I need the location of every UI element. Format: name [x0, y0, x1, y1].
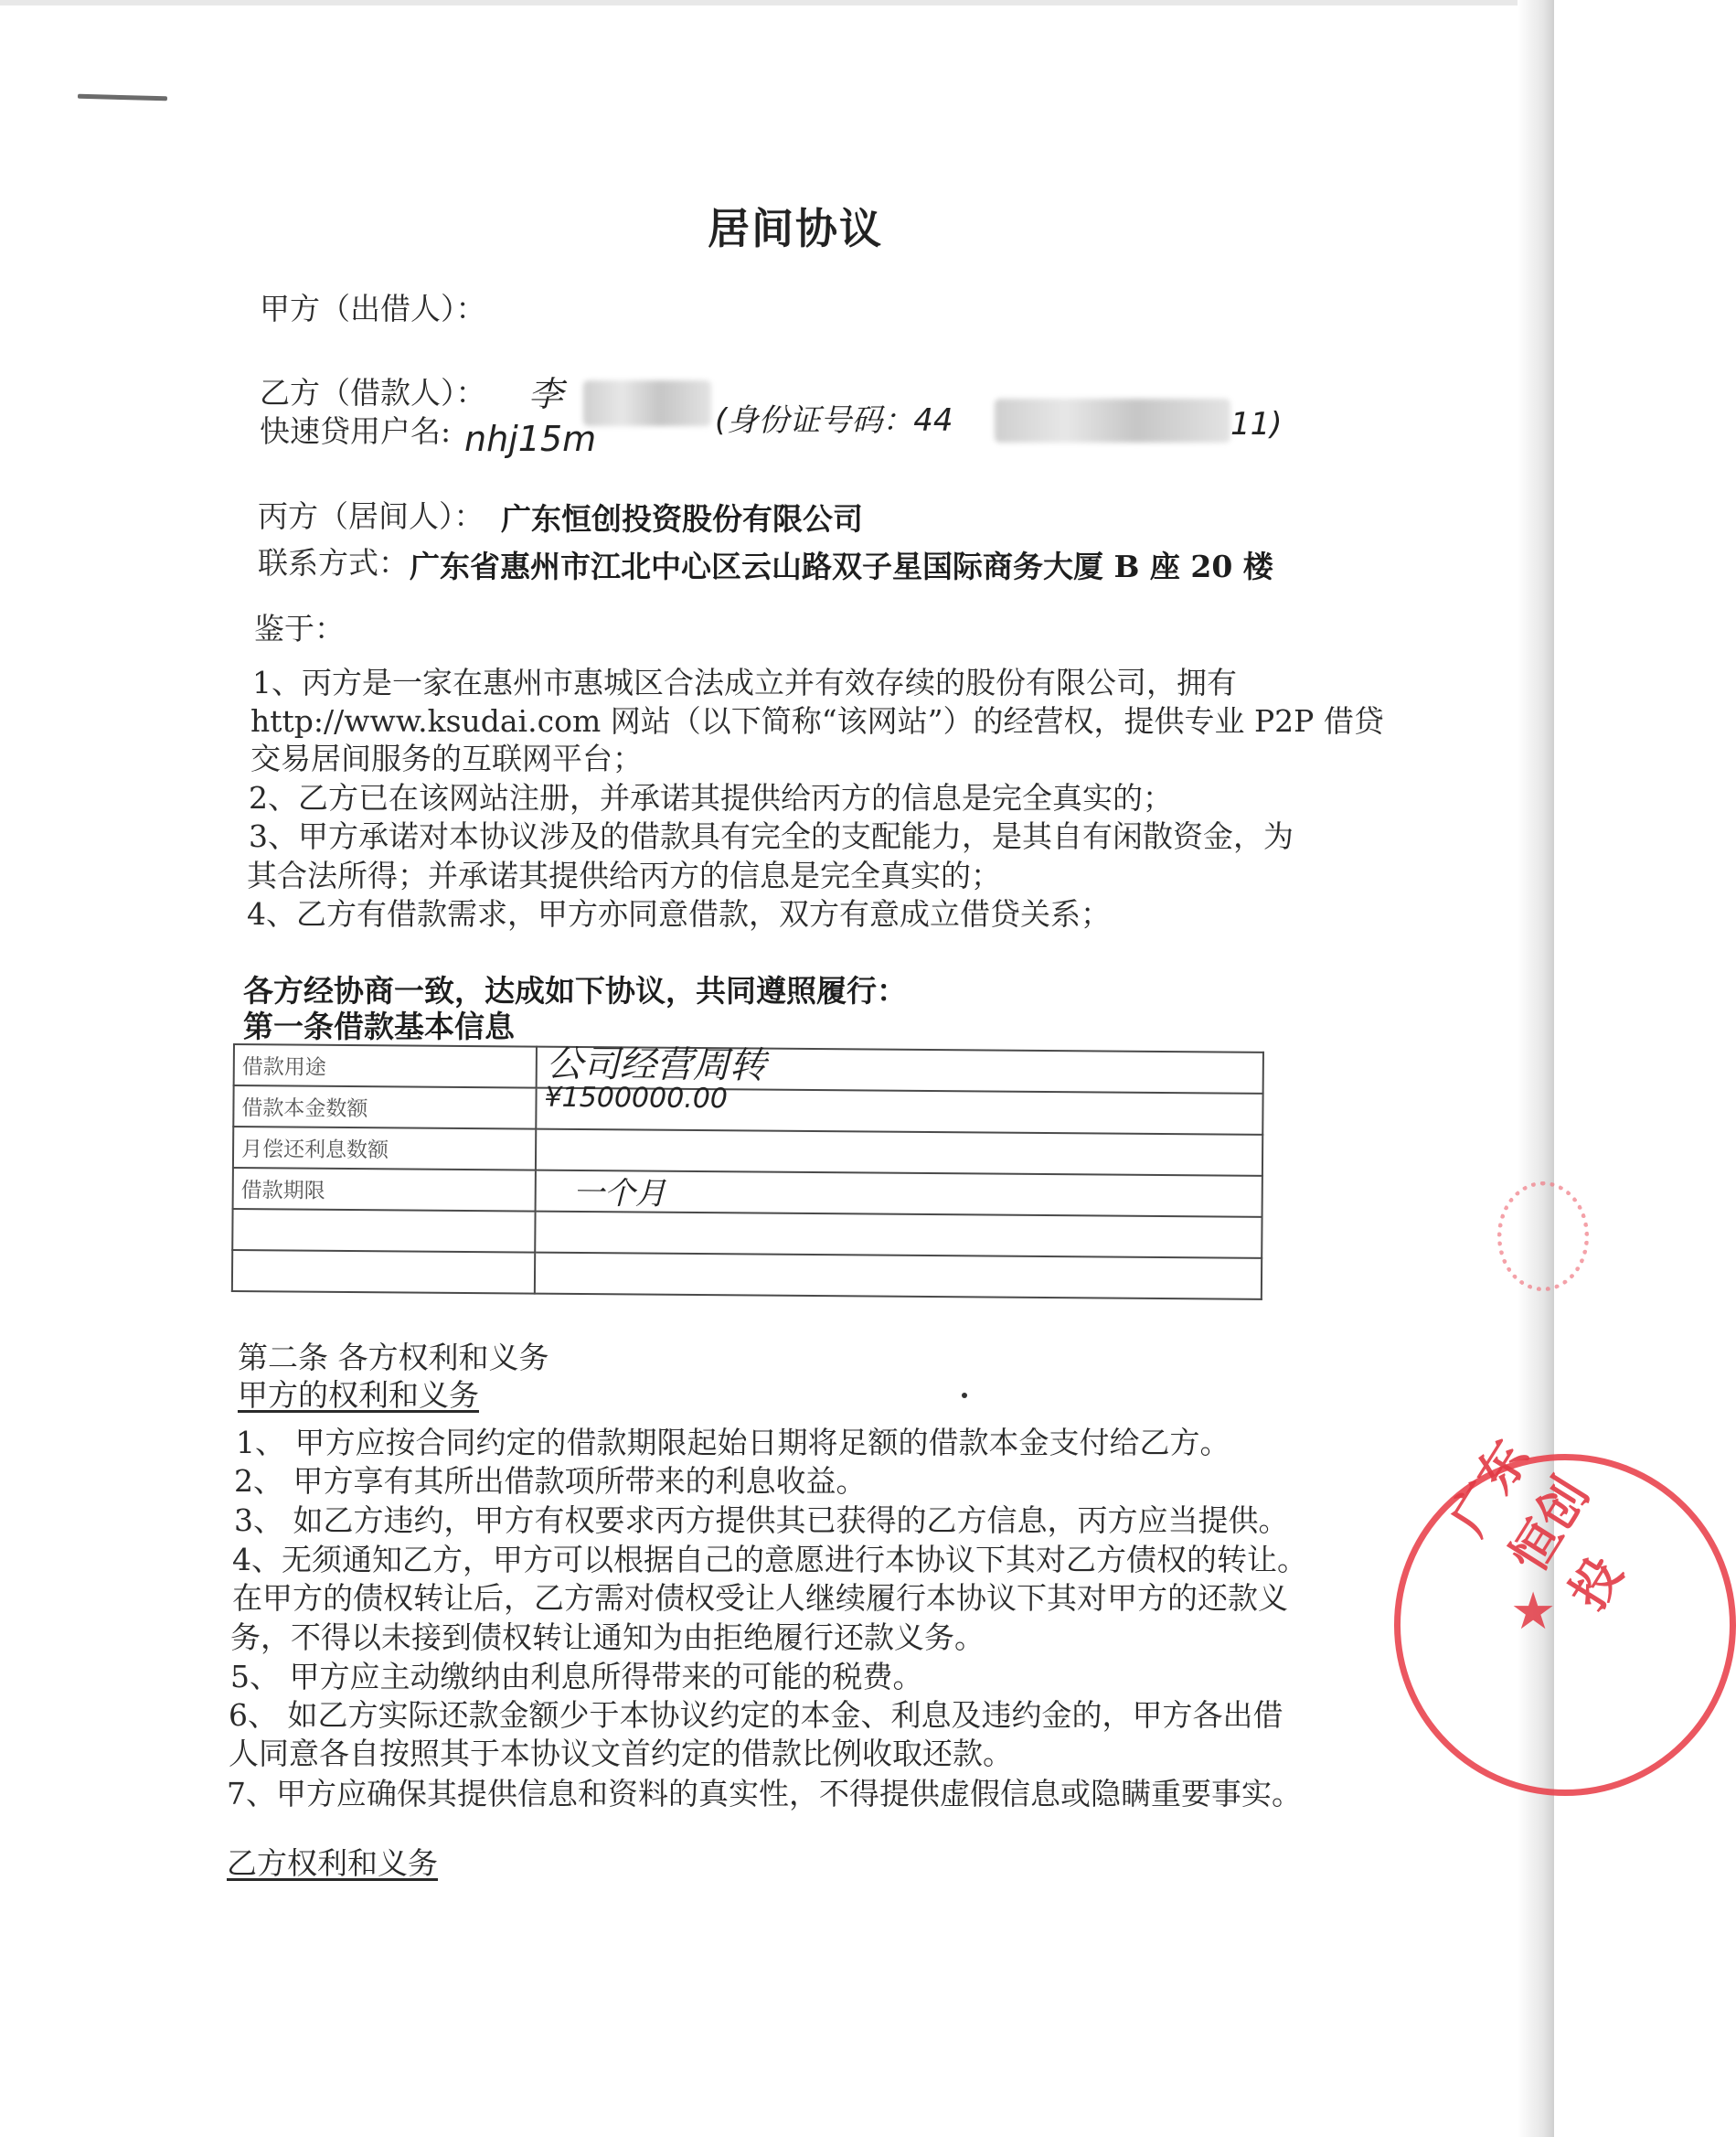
party-a-rights-line: 务，不得以未接到债权转让通知为由拒绝履行还款义务。 — [230, 1619, 985, 1655]
party-a-rights-line: 2、 甲方享有其所出借款项所带来的利息收益。 — [234, 1463, 867, 1499]
whereas-line: 其合法所得；并承诺其提供给丙方的信息是完全真实的； — [247, 858, 1001, 893]
table-row — [232, 1250, 1262, 1299]
party-a-rights-line: 7、甲方应确保其提供信息和资料的真实性，不得提供虚假信息或隐瞒重要事实。 — [227, 1776, 1302, 1811]
whereas-line: 4、乙方有借款需求，甲方亦同意借款，双方有意成立借贷关系； — [247, 896, 1111, 932]
party-a-rights-title: 甲方的权利和义务 — [238, 1377, 479, 1413]
party-a-rights-line: 1、 甲方应按合同约定的借款期限起始日期将足额的借款本金支付给乙方。 — [236, 1425, 1230, 1460]
whereas-line: http://www.ksudai.com 网站（以下简称“该网站”）的经营权，提供专业 P2P 借贷 — [250, 703, 1384, 739]
party-a-rights-line: 4、无须通知乙方，甲方可以根据自己的意愿进行本协议下其对乙方债权的转让。 — [232, 1542, 1307, 1577]
whereas-line: 2、乙方已在该网站注册，并承诺其提供给丙方的信息是完全真实的； — [249, 780, 1173, 816]
whereas-line: 1、丙方是一家在惠州市惠城区合法成立并有效存续的股份有限公司，拥有 — [252, 665, 1237, 700]
table-label-cell: 月偿还利息数额 — [233, 1127, 536, 1170]
loan-purpose-handwritten: 公司经营周转 — [546, 1042, 767, 1087]
margin-mark — [78, 94, 167, 102]
redacted-name — [583, 380, 711, 426]
table-label-cell — [232, 1250, 535, 1294]
redacted-id — [995, 399, 1230, 443]
table-label-cell: 借款本金数额 — [233, 1085, 536, 1129]
party-a-rights-line: 人同意各自按照其于本协议文首约定的借款比例收取还款。 — [229, 1736, 1013, 1771]
scan-top-edge — [0, 0, 1554, 5]
party-b-label: 乙方（借款人）： — [260, 375, 486, 411]
agreement-intro: 各方经协商一致，达成如下协议，共同遵照履行： — [243, 973, 907, 1009]
party-a-rights-line: 3、 如乙方违约，甲方有权要求丙方提供其已获得的乙方信息，丙方应当提供。 — [234, 1502, 1289, 1538]
username-label: 快速贷用户名: — [260, 413, 452, 449]
party-a-label: 甲方（出借人）： — [260, 291, 486, 326]
party-c-label: 丙方（居间人）： — [258, 498, 485, 534]
party-a-rights-line: 5、 甲方应主动缴纳由利息所得带来的可能的税费。 — [230, 1659, 923, 1694]
party-b-id-suffix: 11) — [1230, 406, 1283, 443]
article-1-title: 第一条借款基本信息 — [243, 1009, 515, 1044]
table-value-cell — [535, 1253, 1262, 1299]
whereas-line: 3、甲方承诺对本协议涉及的借款具有完全的支配能力，是其自有闲散资金，为 — [249, 818, 1294, 854]
whereas-line: 交易居间服务的互联网平台； — [250, 741, 643, 776]
document-title: 居间协议 — [708, 204, 883, 253]
loan-amount-handwritten: ¥1500000.00 — [544, 1081, 729, 1116]
seal-star-icon: ★ — [1510, 1582, 1557, 1641]
company-seal-text: 广东恒创投 — [1439, 1430, 1634, 1619]
party-a-rights-line: 6、 如乙方实际还款金额少于本协议约定的本金、利息及违约金的，甲方各出借 — [229, 1697, 1283, 1733]
party-a-rights-line: 在甲方的债权转让后，乙方需对债权受让人继续履行本协议下其对甲方的还款义 — [232, 1580, 1288, 1616]
article-2-title: 第二条 各方权利和义务 — [238, 1340, 549, 1375]
table-label-cell: 借款期限 — [233, 1168, 536, 1212]
party-c-name: 广东恒创投资股份有限公司 — [501, 501, 863, 537]
stamp-fragment — [1497, 1181, 1589, 1291]
party-b-id-prefix: (身份证号码：44 — [715, 402, 953, 439]
loan-term-handwritten: 一个月 — [572, 1174, 666, 1213]
table-label-cell — [232, 1209, 535, 1253]
table-label-cell: 借款用途 — [234, 1044, 537, 1088]
loan-info-table — [231, 1043, 1264, 1300]
contact-label: 联系方式： — [258, 545, 409, 581]
table-value-cell — [536, 1081, 1262, 1135]
table-value-cell — [536, 1170, 1262, 1217]
party-b-rights-title: 乙方权利和义务 — [227, 1845, 438, 1881]
ink-dot — [962, 1393, 967, 1398]
whereas-label: 鉴于： — [254, 611, 345, 646]
contact-address: 广东省惠州市江北中心区云山路双子星国际商务大厦 B 座 20 楼 — [410, 549, 1273, 584]
party-b-handwritten-surname: 李 — [528, 374, 564, 414]
scan-right-edge — [1518, 0, 1554, 2137]
table-value-cell — [535, 1212, 1262, 1258]
username-handwritten: nhj15m — [464, 419, 597, 459]
